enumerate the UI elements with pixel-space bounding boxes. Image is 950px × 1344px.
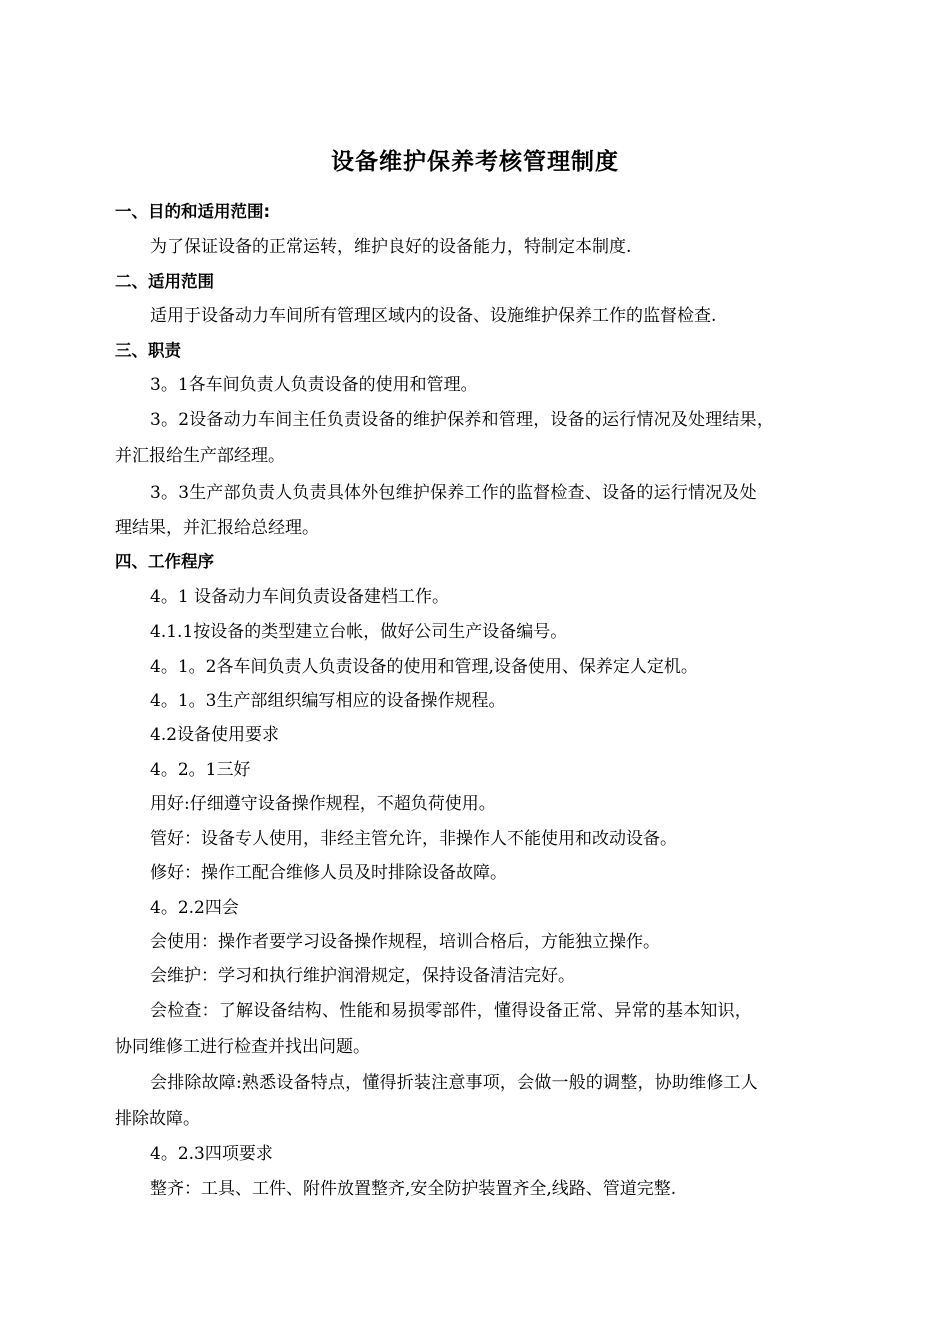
paragraph: 4。1。2各车间负责人负责设备的使用和管理,设备使用、保养定人定机。 — [150, 657, 698, 677]
paragraph: 修好：操作工配合维修人员及时排除设备故障。 — [150, 863, 507, 883]
section-heading-scope: 二、适用范围 — [115, 272, 214, 291]
paragraph: 4。2。1三好 — [150, 760, 251, 780]
section-heading-purpose: 一、目的和适用范围: — [115, 202, 271, 221]
paragraph: 3。3生产部负责人负责具体外包维护保养工作的监督检查、设备的运行情况及处 — [150, 483, 757, 503]
paragraph: 4。1 设备动力车间负责设备建档工作。 — [150, 587, 450, 607]
paragraph-continuation: 协同维修工进行检查并找出问题。 — [115, 1037, 370, 1057]
paragraph: 4。2.3四项要求 — [150, 1144, 273, 1164]
paragraph: 会排除故障:熟悉设备特点，懂得折装注意事项，会做一般的调整，协助维修工人 — [150, 1073, 758, 1093]
section-heading-duties: 三、职责 — [115, 341, 181, 360]
paragraph: 会检查：了解设备结构、性能和易损零部件，懂得设备正常、异常的基本知识， — [150, 1001, 752, 1021]
paragraph: 管好：设备专人使用，非经主管允许，非操作人不能使用和改动设备。 — [150, 829, 677, 849]
paragraph: 4。1。3生产部组织编写相应的设备操作规程。 — [150, 691, 506, 711]
paragraph-continuation: 理结果，并汇报给总经理。 — [115, 518, 319, 538]
paragraph: 适用于设备动力车间所有管理区域内的设备、设施维护保养工作的监督检查. — [150, 306, 717, 326]
paragraph-continuation: 排除故障。 — [115, 1109, 200, 1129]
paragraph: 4。2.2四会 — [150, 898, 239, 918]
paragraph: 为了保证设备的正常运转，维护良好的设备能力，特制定本制度. — [150, 237, 632, 257]
paragraph: 3。2设备动力车间主任负责设备的维护保养和管理，设备的运行情况及处理结果， — [150, 410, 775, 430]
paragraph: 3。1各车间负责人负责设备的使用和管理。 — [150, 375, 478, 395]
paragraph: 4.1.1按设备的类型建立台帐，做好公司生产设备编号。 — [150, 622, 568, 642]
section-heading-procedure: 四、工作程序 — [115, 552, 214, 571]
paragraph: 用好:仔细遵守设备操作规程，不超负荷使用。 — [150, 794, 496, 814]
paragraph-continuation: 并汇报给生产部经理。 — [115, 446, 285, 466]
paragraph: 会维护：学习和执行维护润滑规定，保持设备清洁完好。 — [150, 966, 575, 986]
paragraph: 整齐：工具、工件、附件放置整齐,安全防护装置齐全,线路、管道完整. — [150, 1179, 677, 1199]
paragraph: 4.2设备使用要求 — [150, 725, 280, 745]
paragraph: 会使用：操作者要学习设备操作规程，培训合格后，方能独立操作。 — [150, 932, 660, 952]
page-title: 设备维护保养考核管理制度 — [331, 149, 619, 175]
